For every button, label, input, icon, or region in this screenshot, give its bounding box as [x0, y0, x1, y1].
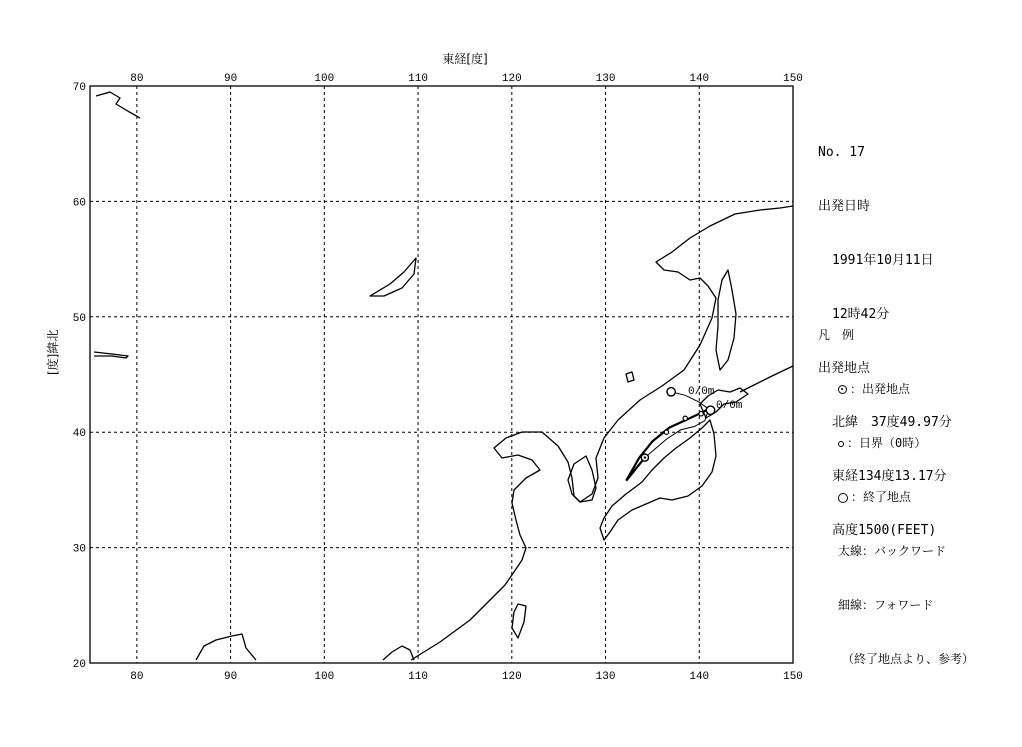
track-label-backward: 0/0m	[688, 386, 715, 398]
tick-label-lon-top: 130	[595, 73, 616, 85]
coastlines	[94, 92, 793, 660]
tick-label-lon-bottom: 130	[595, 671, 616, 683]
legend-item-end: ：終了地点	[818, 488, 974, 506]
tick-label-lon-top: 80	[130, 73, 144, 85]
tick-label-lon-top: 90	[223, 73, 238, 85]
legend-item-note: （終了地点より、参考）	[842, 652, 975, 666]
day-boundary-marker	[664, 430, 668, 434]
coastline-taiwan	[512, 604, 526, 638]
tick-label-lat: 30	[72, 543, 86, 556]
tick-label-lon-bottom: 120	[501, 671, 522, 683]
day-boundary-marker	[699, 412, 703, 416]
map-grid	[90, 86, 793, 663]
coastline-india	[196, 634, 256, 660]
axis-title-latitude: [度]緯北	[46, 329, 60, 375]
tick-label-lat: 40	[72, 428, 86, 441]
axis-title-longitude: 東経[度]	[442, 52, 488, 66]
coastline-island-north	[370, 258, 416, 296]
axis-ticks	[73, 73, 803, 683]
tick-label-lon-bottom: 150	[783, 671, 803, 683]
tick-label-lon-top: 110	[408, 73, 428, 85]
departure-longitude: 東経134度13.17分	[832, 469, 947, 484]
tick-label-lat: 20	[72, 659, 86, 671]
day-boundary-marker	[683, 416, 687, 420]
day-boundary-icon	[838, 441, 844, 447]
tick-label-lon-bottom: 140	[689, 671, 710, 683]
departure-latitude: 北緯 37度49.97分	[832, 415, 952, 430]
legend	[818, 290, 974, 686]
legend-item-start: ：出発地点	[818, 380, 974, 398]
start-point-icon	[838, 385, 847, 394]
coastline-kurils	[740, 366, 793, 392]
departure-altitude: 高度1500(FEET)	[832, 523, 937, 538]
track-backward	[626, 409, 708, 481]
legend-item-forward: 細線：フォワード	[838, 598, 934, 612]
tick-label-lat: 70	[72, 82, 86, 94]
tick-label-lon-top: 100	[314, 73, 335, 85]
departure-date: 1991年10月11日	[832, 253, 934, 268]
departure-datetime-label: 出発日時	[818, 199, 871, 214]
coastline-asia	[411, 206, 793, 660]
tick-label-lon-top: 150	[783, 73, 803, 85]
departure-time: 12時42分	[832, 307, 890, 322]
coastline-small-island	[626, 372, 634, 382]
trajectory-tracks	[626, 388, 715, 481]
tick-label-lat: 60	[72, 197, 86, 210]
tick-label-lon-bottom: 90	[223, 671, 238, 683]
end-point-icon	[838, 493, 848, 503]
tick-label-lat: 50	[72, 312, 86, 325]
tick-label-lon-top: 120	[501, 73, 522, 85]
start-point-center	[644, 456, 646, 458]
coastline-left-edge	[94, 352, 128, 358]
legend-title: 凡 例	[818, 328, 855, 342]
tick-label-lon-bottom: 110	[408, 671, 428, 683]
trajectory-number: No. 17	[818, 145, 865, 160]
legend-item-day: ：日界（0時）	[818, 434, 974, 452]
map-frame	[90, 86, 793, 663]
legend-item-backward: 太線：バックワード	[838, 544, 947, 558]
departure-point-label: 出発地点	[818, 361, 871, 376]
tick-label-lon-bottom: 80	[130, 671, 144, 683]
end-point-marker	[706, 406, 714, 414]
track-label-forward: 0/0m	[716, 400, 743, 412]
coastline-sakhalin	[716, 270, 736, 370]
coastline-south	[383, 646, 414, 660]
coastline-arctic	[96, 92, 140, 118]
end-point-marker	[667, 388, 675, 396]
tick-label-lon-bottom: 100	[314, 671, 335, 683]
tick-label-lon-top: 140	[689, 73, 710, 85]
